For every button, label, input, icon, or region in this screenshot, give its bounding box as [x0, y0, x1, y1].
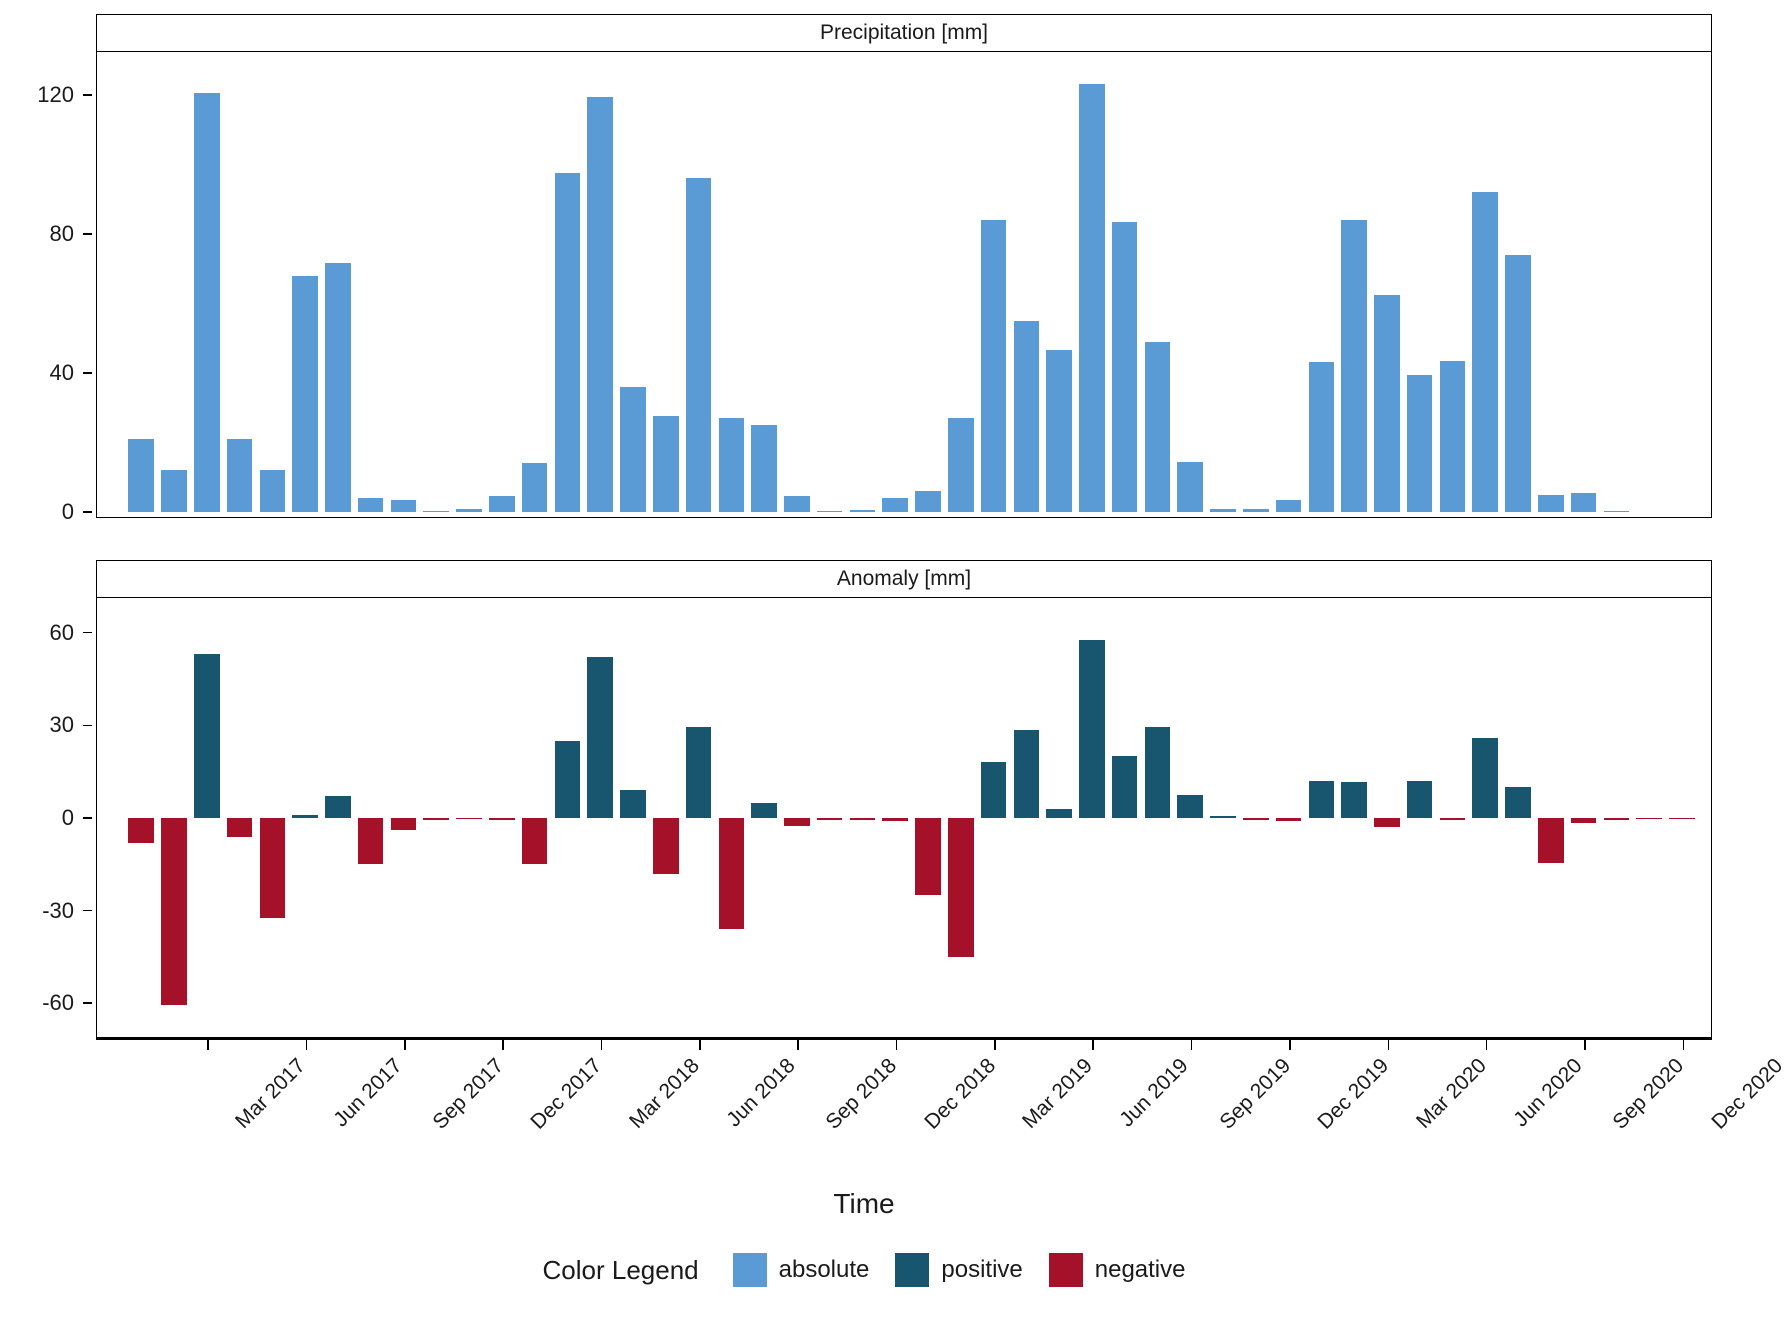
x-tick-mark — [797, 1040, 799, 1050]
bar-anomaly — [1309, 781, 1335, 818]
bar-precipitation — [1440, 361, 1466, 512]
bar-anomaly — [391, 818, 417, 830]
bar-anomaly — [1046, 809, 1072, 818]
bar-anomaly — [292, 815, 318, 818]
y-tick-label-precipitation: 40 — [49, 359, 74, 385]
bar-anomaly — [1276, 818, 1302, 821]
bar-anomaly — [1407, 781, 1433, 818]
y-tick-mark-precipitation — [83, 94, 92, 96]
x-tick-mark — [1683, 1040, 1685, 1050]
x-tick-mark — [994, 1040, 996, 1050]
bar-precipitation — [391, 500, 417, 512]
x-tick-label: Mar 2018 — [624, 1054, 704, 1133]
bar-anomaly — [850, 818, 876, 820]
x-tick-label: Sep 2020 — [1608, 1054, 1689, 1134]
x-tick-label: Mar 2017 — [231, 1054, 311, 1133]
bar-anomaly — [1177, 795, 1203, 818]
plot-area-precipitation — [96, 52, 1712, 518]
bar-anomaly — [1604, 818, 1630, 820]
bar-anomaly — [161, 818, 187, 1005]
y-tick-mark-precipitation — [83, 233, 92, 235]
x-tick-mark — [1289, 1040, 1291, 1050]
bar-precipitation — [1309, 362, 1335, 512]
x-tick-label: Jun 2018 — [722, 1054, 800, 1132]
legend-label-positive: positive — [941, 1256, 1023, 1283]
bar-anomaly — [587, 657, 613, 818]
legend-label-negative: negative — [1094, 1256, 1186, 1283]
y-axis-anomaly — [0, 598, 96, 1038]
bar-precipitation — [1243, 509, 1269, 512]
legend-key-absolute — [733, 1253, 767, 1287]
x-tick-mark — [601, 1040, 603, 1050]
legend-title: Color Legend — [542, 1254, 699, 1285]
bar-precipitation — [358, 498, 384, 512]
x-tick-mark — [1388, 1040, 1390, 1050]
y-tick-mark-anomaly — [83, 632, 92, 634]
bar-anomaly — [1505, 787, 1531, 818]
bar-precipitation — [981, 220, 1007, 512]
panel-title-precipitation — [96, 14, 1712, 52]
bar-anomaly — [227, 818, 253, 837]
y-tick-label-anomaly: 60 — [49, 619, 74, 645]
bar-anomaly — [325, 796, 351, 818]
color-legend — [0, 1253, 1728, 1287]
x-tick-mark — [1584, 1040, 1586, 1050]
y-tick-mark-precipitation — [83, 511, 92, 513]
x-tick-label: Jun 2017 — [329, 1054, 407, 1132]
bar-anomaly — [358, 818, 384, 864]
bar-precipitation — [1210, 509, 1236, 512]
x-tick-label: Dec 2019 — [1313, 1054, 1394, 1134]
bar-anomaly — [1571, 818, 1597, 823]
bar-precipitation — [522, 463, 548, 512]
bar-anomaly — [128, 818, 154, 843]
y-tick-label-anomaly: 0 — [61, 805, 74, 830]
bar-precipitation — [751, 425, 777, 512]
plot-area-anomaly — [96, 598, 1712, 1038]
legend-key-negative — [1049, 1253, 1083, 1287]
legend-key-positive — [895, 1253, 929, 1287]
bar-anomaly — [1014, 730, 1040, 818]
x-tick-mark — [404, 1040, 406, 1050]
x-tick-label: Jun 2019 — [1115, 1054, 1194, 1132]
bar-precipitation — [587, 97, 613, 512]
bar-precipitation — [882, 498, 908, 512]
y-tick-mark-anomaly — [83, 1002, 92, 1004]
bar-precipitation — [128, 439, 154, 512]
bar-precipitation — [1505, 255, 1531, 512]
bar-precipitation — [1046, 350, 1072, 512]
bar-anomaly — [1440, 818, 1466, 820]
bar-precipitation — [1341, 220, 1367, 512]
bar-precipitation — [260, 470, 286, 512]
x-axis-title: Time — [833, 1188, 895, 1219]
panel-title-precipitation-label: Precipitation [mm] — [819, 21, 989, 44]
x-tick-mark — [1191, 1040, 1193, 1050]
bar-anomaly — [719, 818, 745, 929]
x-tick-label: Dec 2020 — [1706, 1054, 1787, 1134]
bar-anomaly — [260, 818, 286, 918]
panel-title-anomaly — [96, 560, 1712, 598]
bar-precipitation — [292, 276, 318, 512]
bar-precipitation — [325, 263, 351, 512]
legend-item-negative[interactable] — [1049, 1253, 1186, 1287]
bar-precipitation — [194, 93, 220, 512]
bar-precipitation — [817, 511, 843, 512]
bar-precipitation — [1472, 192, 1498, 512]
y-tick-mark-anomaly — [83, 725, 92, 727]
bar-precipitation — [1571, 493, 1597, 512]
bar-anomaly — [522, 818, 548, 864]
bar-anomaly — [981, 762, 1007, 818]
bar-anomaly — [1341, 782, 1367, 818]
bar-anomaly — [948, 818, 974, 957]
bar-anomaly — [1210, 816, 1236, 818]
x-tick-mark — [1486, 1040, 1488, 1050]
y-tick-label-anomaly: -60 — [42, 990, 74, 1016]
panel-anomaly — [96, 560, 1712, 1038]
bar-precipitation — [1014, 321, 1040, 512]
x-tick-mark — [306, 1040, 308, 1050]
bar-precipitation — [915, 491, 941, 512]
bar-precipitation — [423, 511, 449, 512]
bar-anomaly — [489, 818, 515, 820]
bar-anomaly — [620, 790, 646, 818]
x-tick-label: Mar 2020 — [1411, 1054, 1491, 1133]
bar-precipitation — [1374, 295, 1400, 512]
bar-precipitation — [161, 470, 187, 512]
x-tick-label: Sep 2018 — [821, 1054, 902, 1134]
bar-precipitation — [1079, 84, 1105, 512]
x-tick-label: Jun 2020 — [1509, 1054, 1587, 1132]
y-tick-label-anomaly: -30 — [42, 897, 74, 923]
bar-precipitation — [850, 510, 876, 512]
bar-anomaly — [1669, 818, 1695, 819]
x-tick-mark — [699, 1040, 701, 1050]
legend-item-absolute[interactable] — [733, 1253, 870, 1287]
bar-anomaly — [1079, 640, 1105, 818]
x-tick-mark — [207, 1040, 209, 1050]
x-tick-label: Mar 2019 — [1018, 1054, 1098, 1133]
x-tick-label: Sep 2017 — [428, 1054, 509, 1134]
x-axis-ticks — [96, 1038, 1787, 1178]
bar-anomaly — [653, 818, 679, 874]
bar-precipitation — [227, 439, 253, 512]
bar-precipitation — [489, 496, 515, 512]
bar-precipitation — [948, 418, 974, 512]
x-tick-mark — [1092, 1040, 1094, 1050]
bar-precipitation — [555, 173, 581, 512]
y-tick-label-precipitation: 120 — [37, 81, 74, 107]
bar-anomaly — [1636, 818, 1662, 819]
bar-anomaly — [915, 818, 941, 895]
bar-precipitation — [1177, 462, 1203, 512]
bar-anomaly — [1243, 818, 1269, 820]
x-tick-label: Dec 2017 — [526, 1054, 607, 1134]
bar-precipitation — [620, 387, 646, 512]
x-tick-mark — [896, 1040, 898, 1050]
bar-anomaly — [817, 818, 843, 820]
y-axis-precipitation — [0, 52, 96, 524]
bar-precipitation — [1538, 495, 1564, 512]
bar-anomaly — [751, 803, 777, 818]
bar-anomaly — [1112, 756, 1138, 818]
y-tick-mark-anomaly — [83, 910, 92, 912]
bar-anomaly — [1145, 727, 1171, 818]
bar-anomaly — [456, 818, 482, 819]
y-tick-label-anomaly: 30 — [49, 712, 74, 738]
x-tick-label: Dec 2018 — [920, 1054, 1000, 1134]
bar-precipitation — [1112, 222, 1138, 512]
bar-anomaly — [1374, 818, 1400, 827]
bar-anomaly — [1538, 818, 1564, 863]
bar-precipitation — [719, 418, 745, 512]
bar-precipitation — [784, 496, 810, 512]
bar-anomaly — [194, 654, 220, 818]
bar-anomaly — [555, 741, 581, 818]
y-tick-label-precipitation: 0 — [61, 499, 74, 524]
bar-precipitation — [1145, 342, 1171, 512]
y-tick-mark-anomaly — [83, 817, 92, 819]
legend-item-positive[interactable] — [895, 1253, 1022, 1287]
bar-precipitation — [1604, 511, 1630, 512]
bar-precipitation — [456, 509, 482, 512]
bar-precipitation — [1407, 375, 1433, 512]
bar-anomaly — [1472, 738, 1498, 818]
y-tick-mark-precipitation — [83, 372, 92, 374]
bar-anomaly — [784, 818, 810, 826]
y-tick-label-precipitation: 80 — [49, 220, 74, 246]
bar-anomaly — [882, 818, 908, 821]
legend-label-absolute: absolute — [778, 1256, 870, 1283]
bar-anomaly — [423, 818, 449, 820]
panel-precipitation — [96, 14, 1712, 518]
bar-precipitation — [1276, 500, 1302, 512]
bar-precipitation — [653, 416, 679, 512]
x-tick-mark — [502, 1040, 504, 1050]
bar-precipitation — [686, 178, 712, 512]
bar-anomaly — [686, 727, 712, 818]
x-tick-label: Sep 2019 — [1215, 1054, 1296, 1134]
panel-title-anomaly-label: Anomaly [mm] — [836, 567, 972, 590]
